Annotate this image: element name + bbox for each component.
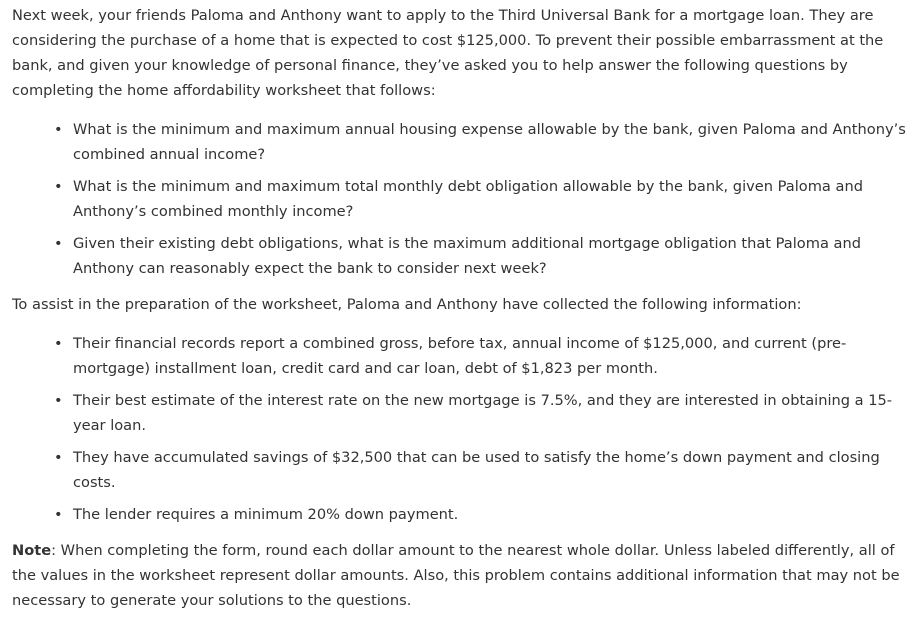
intro-paragraph: Next week, your friends Paloma and Anthony want to apply to the Third Universal Bank for a mortgage loan. They are considering the purchase of a home that is expected to cost $125,000. To prevent their possible embarrassment at the bank, and given your knowledge of personal finance, they’ve asked you to help answer the following questions by completing the home affordability worksheet that follows: [12,7,884,99]
list-item: • The lender requires a minimum 20% down payment. [73,502,910,527]
note-text: : When completing the form, round each dollar amount to the nearest whole dollar. Unless labeled differently, all of the values in the worksheet represent dollar amounts. Also, this problem contains additional information that may not be necessary to generate your solutions to the questions. [12,542,900,609]
list-item: • Their best estimate of the interest rate on the new mortgage is 7.5%, and they are interested in obtaining a 15-year loan. [73,388,910,438]
note-label: Note [12,542,52,559]
facts-list [12,331,910,527]
note-paragraph [12,538,910,613]
list-item: • Given their existing debt obligations, what is the maximum additional mortgage obligation that Paloma and Anthony can reasonably expect the bank to consider next week? [73,231,910,281]
list-item: • They have accumulated savings of $32,500 that can be used to satisfy the home’s down payment and closing costs. [73,445,910,495]
list-item: • What is the minimum and maximum annual housing expense allowable by the bank, given Paloma and Anthony’s combined annual income? [73,117,910,167]
list-item: • Their financial records report a combined gross, before tax, annual income of $125,000, and current (pre-mortgage) installment loan, credit card and car loan, debt of $1,823 per month. [73,331,910,381]
questions-list [12,117,910,281]
list-item: • What is the minimum and maximum total monthly debt obligation allowable by the bank, given Paloma and Anthony’s combined monthly income? [73,174,910,224]
info-intro-paragraph: To assist in the preparation of the worksheet, Paloma and Anthony have collected the following information: [12,296,802,313]
